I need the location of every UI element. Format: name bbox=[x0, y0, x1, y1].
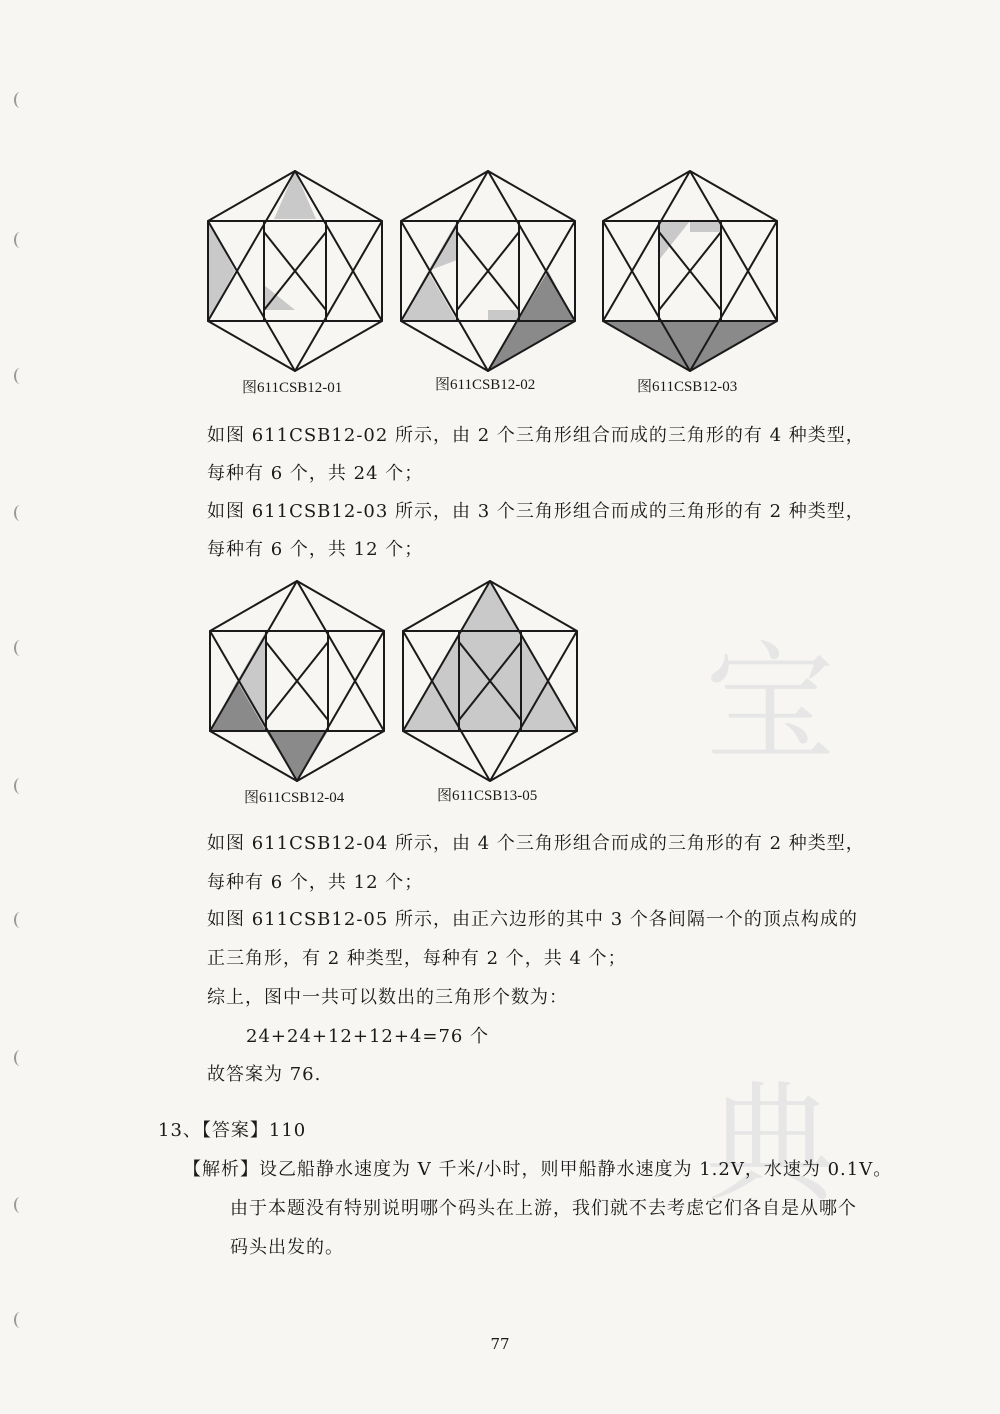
hexagon-diagram bbox=[207, 578, 387, 784]
paragraph-line: 如图 611CSB12-04 所示，由 4 个三角形组合而成的三角形的有 2 种类型， bbox=[207, 833, 865, 854]
shaded-region bbox=[488, 310, 519, 321]
binder-hole bbox=[14, 232, 26, 248]
binder-hole bbox=[14, 1050, 26, 1066]
paragraph-line: 如图 611CSB12-02 所示，由 2 个三角形组合而成的三角形的有 4 种类型， bbox=[207, 425, 865, 446]
shaded-triangle bbox=[401, 271, 457, 321]
binder-hole bbox=[14, 912, 26, 928]
binder-hole bbox=[14, 368, 26, 384]
figure-caption: 图611CSB12-03 bbox=[637, 379, 738, 395]
binder-hole bbox=[14, 778, 26, 794]
figure-caption: 图611CSB12-04 bbox=[244, 790, 345, 806]
paragraph-line: 如图 611CSB12-05 所示，由正六边形的其中 3 个各间隔一个的顶点构成的 bbox=[207, 909, 858, 930]
shaded-triangle bbox=[659, 221, 690, 260]
analysis-line: 码头出发的。 bbox=[230, 1237, 344, 1258]
figure-caption: 图611CSB12-01 bbox=[242, 380, 343, 396]
figure-caption: 图611CSB12-02 bbox=[435, 377, 536, 393]
shaded-triangle bbox=[264, 285, 295, 310]
dark-shaded-band bbox=[603, 321, 777, 371]
shaded-region bbox=[690, 221, 721, 232]
figure-caption: 图611CSB13-05 bbox=[437, 788, 538, 804]
binder-hole bbox=[14, 505, 26, 521]
analysis-line: 【解析】设乙船静水速度为 V 千米/小时，则甲船静水速度为 1.2V，水速为 0.1V。 bbox=[183, 1159, 893, 1180]
hexagon-lines bbox=[401, 171, 575, 371]
figure-hexagon-03 bbox=[600, 168, 780, 374]
paragraph-line: 每种有 6 个，共 24 个； bbox=[207, 463, 424, 484]
watermark-char: 宝 bbox=[705, 628, 836, 780]
shaded-triangle bbox=[428, 221, 457, 271]
hexagon-diagram bbox=[400, 578, 580, 784]
conclusion: 故答案为 76. bbox=[207, 1064, 322, 1085]
hexagon-diagram bbox=[205, 168, 385, 374]
paragraph-line: 综上，图中一共可以数出的三角形个数为： bbox=[207, 987, 568, 1008]
binder-hole bbox=[14, 92, 26, 108]
formula: 24+24+12+12+4=76 个 bbox=[246, 1026, 490, 1047]
figure-hexagon-01 bbox=[205, 168, 385, 374]
binder-hole bbox=[14, 1197, 26, 1213]
page-number: 77 bbox=[490, 1335, 510, 1353]
paragraph-line: 正三角形，有 2 种类型，每种有 2 个，共 4 个； bbox=[207, 948, 627, 969]
hexagon-diagram bbox=[398, 168, 578, 374]
paragraph-line: 如图 611CSB12-03 所示，由 3 个三角形组合而成的三角形的有 2 种类型， bbox=[207, 501, 865, 522]
shaded-triangle bbox=[208, 221, 235, 321]
paragraph-line: 每种有 6 个，共 12 个； bbox=[207, 872, 424, 893]
analysis-line: 由于本题没有特别说明哪个码头在上游，我们就不去考虑它们各自是从哪个 bbox=[230, 1198, 857, 1219]
watermark-char: 典 bbox=[705, 1068, 836, 1220]
figure-hexagon-05 bbox=[400, 578, 580, 784]
question-answer: 13、【答案】110 bbox=[158, 1120, 307, 1141]
paragraph-line: 每种有 6 个，共 12 个； bbox=[207, 539, 424, 560]
binder-hole bbox=[14, 640, 26, 656]
dark-shaded-triangle bbox=[266, 731, 328, 781]
figure-hexagon-02 bbox=[398, 168, 578, 374]
shaded-large-triangle bbox=[403, 581, 577, 731]
hexagon-diagram bbox=[600, 168, 780, 374]
figure-hexagon-04 bbox=[207, 578, 387, 784]
binder-hole bbox=[14, 1312, 26, 1328]
